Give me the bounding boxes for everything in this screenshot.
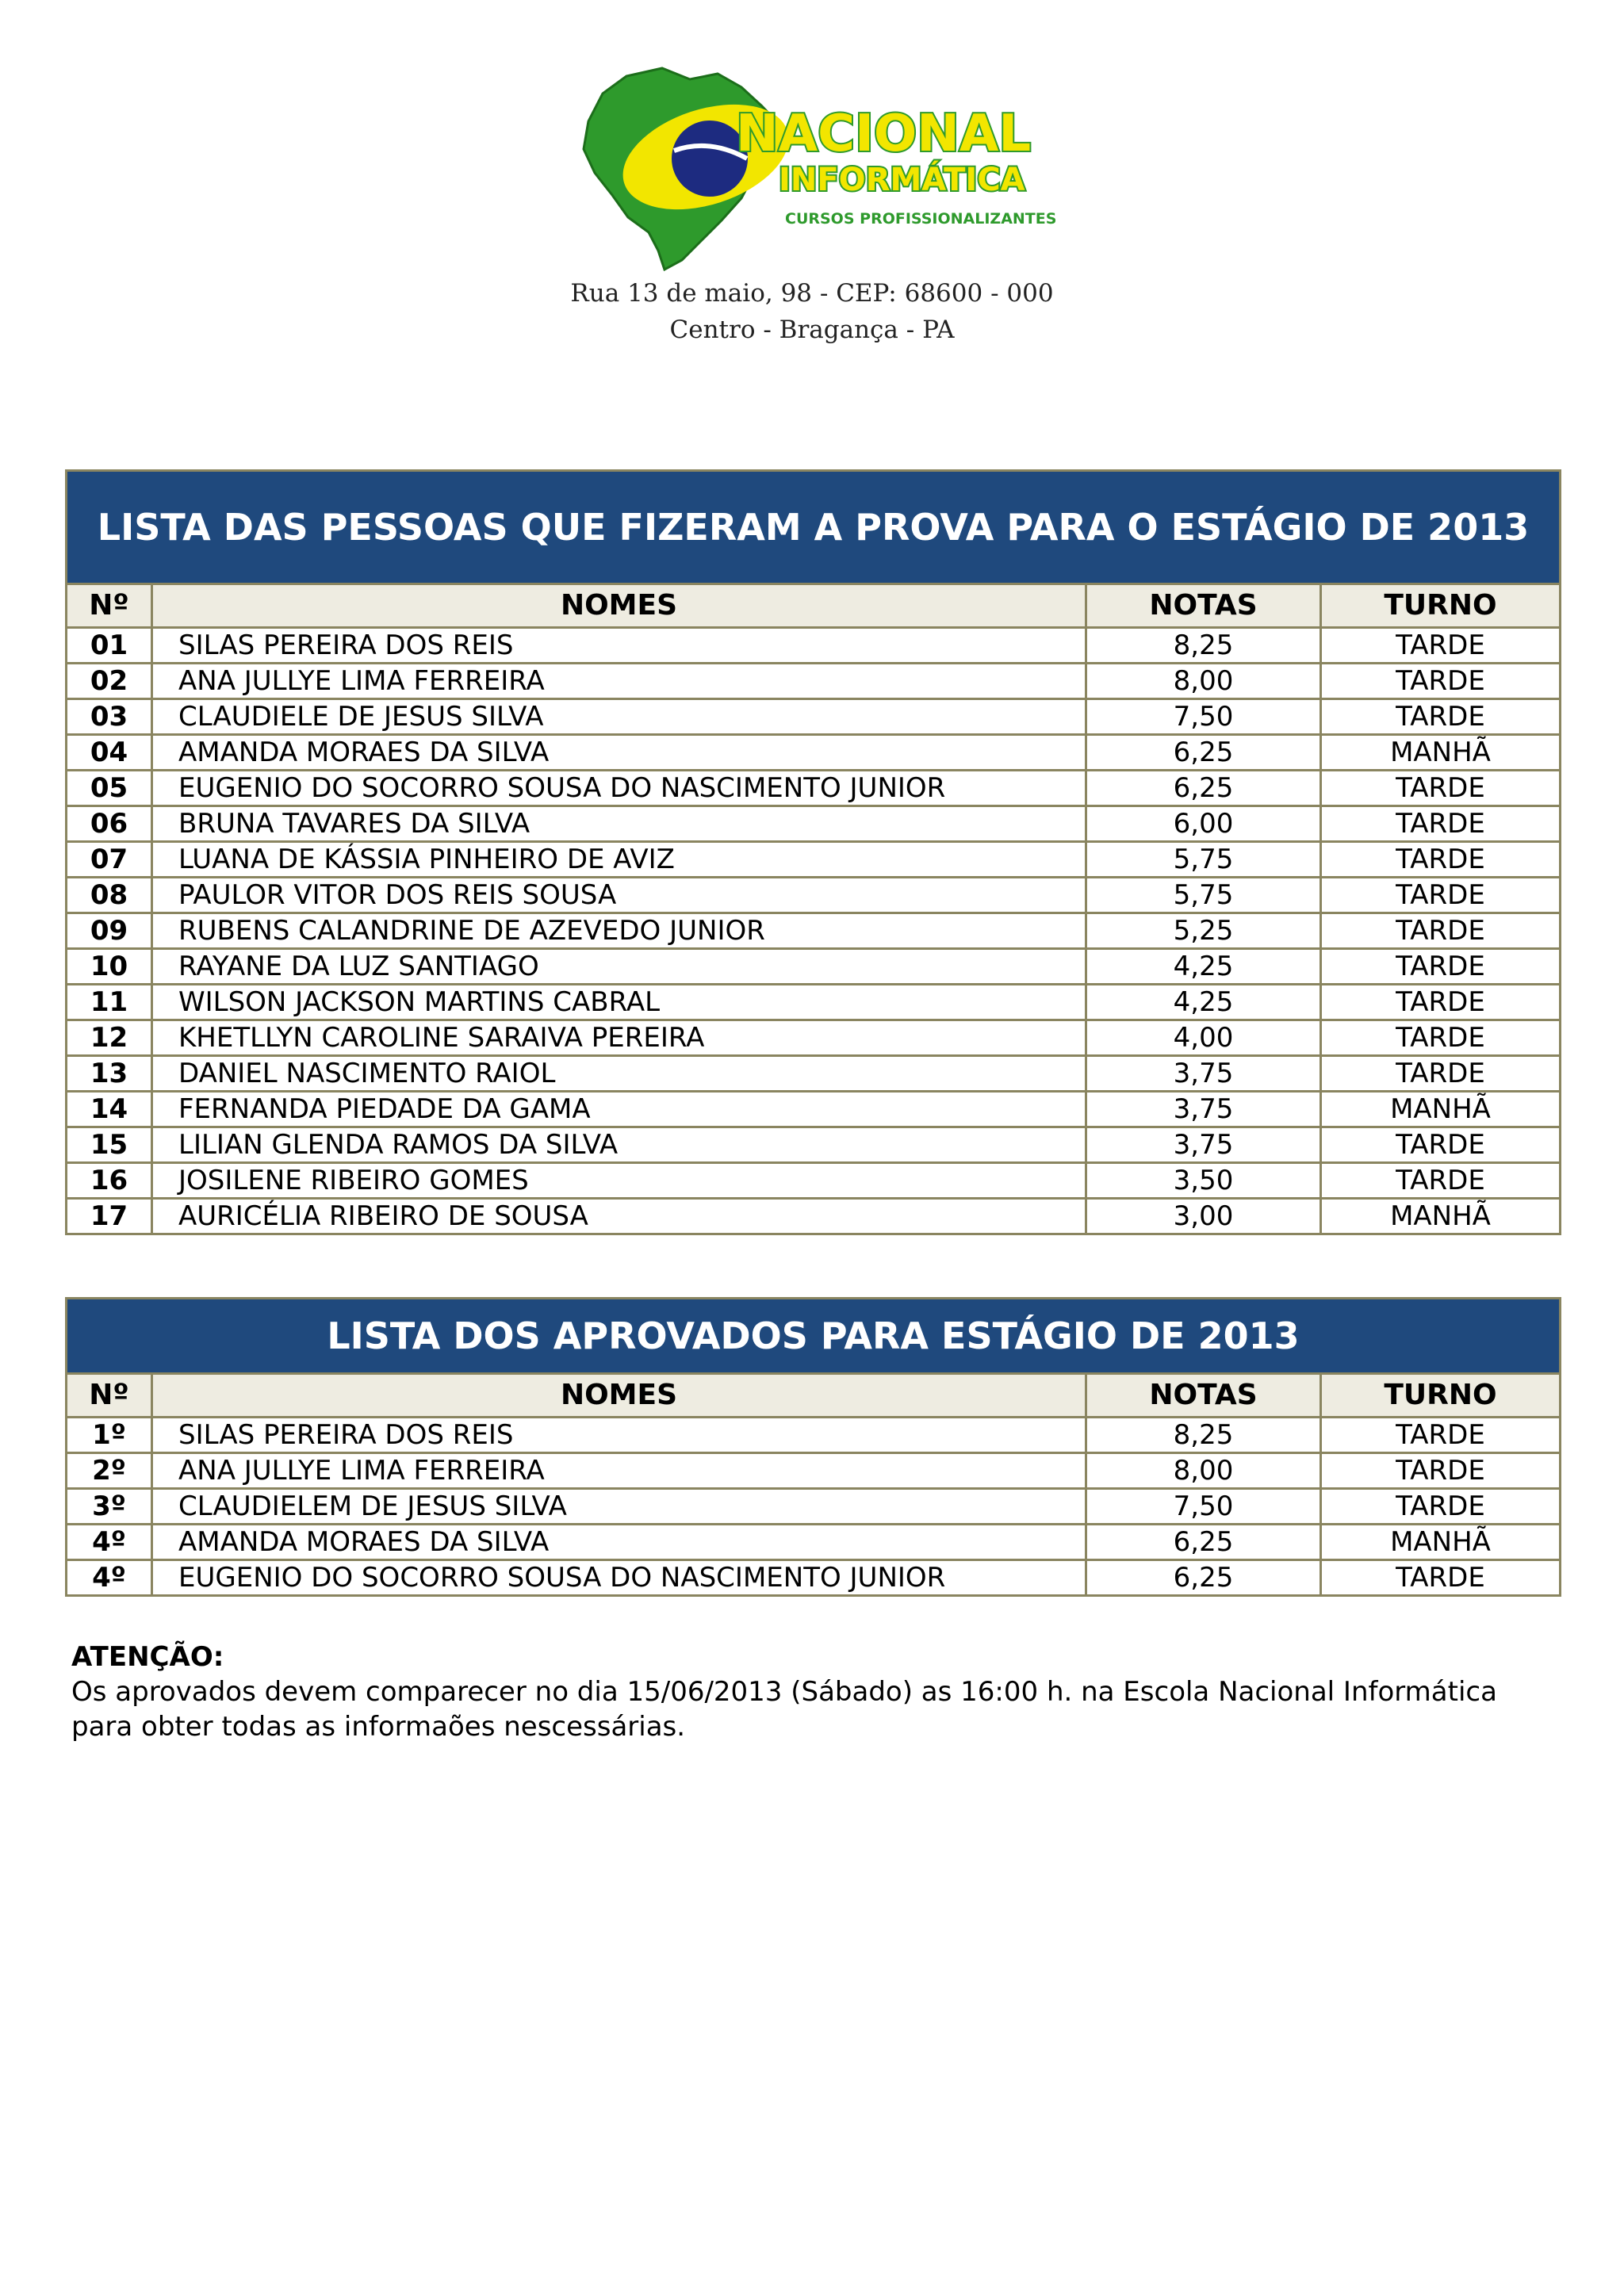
table-row — [67, 1092, 1561, 1127]
table-row — [67, 1056, 1561, 1092]
table-row — [67, 842, 1561, 878]
address-line-2: Centro - Bragança - PA — [669, 316, 955, 344]
row-shift: TARDE — [1321, 913, 1561, 949]
logo-line3: CURSOS PROFISSIONALIZANTES — [785, 210, 1057, 228]
table-row — [67, 806, 1561, 842]
row-name: DANIEL NASCIMENTO RAIOL — [152, 1056, 1086, 1092]
row-name: RUBENS CALANDRINE DE AZEVEDO JUNIOR — [152, 913, 1086, 949]
row-grade: 5,75 — [1086, 878, 1321, 913]
row-name: CLAUDIELE DE JESUS SILVA — [152, 699, 1086, 735]
row-number: 02 — [67, 664, 152, 699]
nacional-informatica-logo — [571, 62, 1063, 276]
table-header-row — [67, 1374, 1561, 1418]
row-grade: 8,00 — [1086, 1453, 1321, 1489]
column-header-shift: TURNO — [1321, 1374, 1561, 1418]
row-number: 06 — [67, 806, 152, 842]
row-name: SILAS PEREIRA DOS REIS — [152, 1418, 1086, 1453]
table-row — [67, 1418, 1561, 1453]
table-row — [67, 771, 1561, 806]
table-row — [67, 1525, 1561, 1560]
table-row — [67, 699, 1561, 735]
table-header-row — [67, 584, 1561, 628]
row-number: 2º — [67, 1453, 152, 1489]
row-number: 07 — [67, 842, 152, 878]
row-shift: TARDE — [1321, 949, 1561, 985]
row-shift: TARDE — [1321, 878, 1561, 913]
row-grade: 8,25 — [1086, 1418, 1321, 1453]
table-title: LISTA DOS APROVADOS PARA ESTÁGIO DE 2013 — [67, 1299, 1561, 1374]
table-row — [67, 878, 1561, 913]
row-number: 4º — [67, 1560, 152, 1596]
row-shift: TARDE — [1321, 771, 1561, 806]
logo-line1: NACIONAL — [736, 105, 1032, 163]
row-grade: 5,75 — [1086, 842, 1321, 878]
column-header-number: Nº — [67, 584, 152, 628]
row-shift: TARDE — [1321, 1163, 1561, 1199]
row-shift: TARDE — [1321, 699, 1561, 735]
row-grade: 4,00 — [1086, 1020, 1321, 1056]
table-row — [67, 949, 1561, 985]
row-shift: MANHÃ — [1321, 735, 1561, 771]
row-shift: TARDE — [1321, 1056, 1561, 1092]
row-grade: 6,25 — [1086, 771, 1321, 806]
column-header-number: Nº — [67, 1374, 152, 1418]
row-shift: TARDE — [1321, 1560, 1561, 1596]
table-row — [67, 1127, 1561, 1163]
row-number: 14 — [67, 1092, 152, 1127]
table-row — [67, 1453, 1561, 1489]
row-name: SILAS PEREIRA DOS REIS — [152, 628, 1086, 664]
row-name: AURICÉLIA RIBEIRO DE SOUSA — [152, 1199, 1086, 1234]
row-grade: 6,25 — [1086, 1560, 1321, 1596]
row-number: 11 — [67, 985, 152, 1020]
row-number: 12 — [67, 1020, 152, 1056]
notice-block — [71, 1640, 1562, 1744]
row-name: LILIAN GLENDA RAMOS DA SILVA — [152, 1127, 1086, 1163]
column-header-names: NOMES — [152, 1374, 1086, 1418]
row-number: 01 — [67, 628, 152, 664]
column-header-grades: NOTAS — [1086, 1374, 1321, 1418]
row-number: 10 — [67, 949, 152, 985]
row-shift: TARDE — [1321, 1418, 1561, 1453]
row-number: 15 — [67, 1127, 152, 1163]
row-shift: MANHÃ — [1321, 1199, 1561, 1234]
row-shift: TARDE — [1321, 842, 1561, 878]
row-number: 09 — [67, 913, 152, 949]
table-row — [67, 628, 1561, 664]
table-row — [67, 913, 1561, 949]
row-name: JOSILENE RIBEIRO GOMES — [152, 1163, 1086, 1199]
row-shift: TARDE — [1321, 1127, 1561, 1163]
row-grade: 4,25 — [1086, 985, 1321, 1020]
row-shift: TARDE — [1321, 628, 1561, 664]
row-grade: 5,25 — [1086, 913, 1321, 949]
row-grade: 8,25 — [1086, 628, 1321, 664]
row-number: 3º — [67, 1489, 152, 1525]
table-title: LISTA DAS PESSOAS QUE FIZERAM A PROVA PARA O ESTÁGIO DE 2013 — [67, 471, 1561, 584]
row-shift: TARDE — [1321, 664, 1561, 699]
row-name: AMANDA MORAES DA SILVA — [152, 1525, 1086, 1560]
row-name: PAULOR VITOR DOS REIS SOUSA — [152, 878, 1086, 913]
row-number: 17 — [67, 1199, 152, 1234]
table-row — [67, 1560, 1561, 1596]
approved-candidates-table — [65, 1297, 1561, 1597]
notice-text: Os aprovados devem comparecer no dia 15/06/2013 (Sábado) as 16:00 h. na Escola Nacional Informática para obter todas as informaões nescessárias. — [71, 1676, 1497, 1743]
row-name: LUANA DE KÁSSIA PINHEIRO DE AVIZ — [152, 842, 1086, 878]
row-shift: TARDE — [1321, 806, 1561, 842]
row-name: RAYANE DA LUZ SANTIAGO — [152, 949, 1086, 985]
row-name: EUGENIO DO SOCORRO SOUSA DO NASCIMENTO JUNIOR — [152, 1560, 1086, 1596]
row-name: ANA JULLYE LIMA FERREIRA — [152, 1453, 1086, 1489]
row-name: KHETLLYN CAROLINE SARAIVA PEREIRA — [152, 1020, 1086, 1056]
row-name: ANA JULLYE LIMA FERREIRA — [152, 664, 1086, 699]
exam-participants-table — [65, 469, 1561, 1235]
row-grade: 3,75 — [1086, 1056, 1321, 1092]
row-name: BRUNA TAVARES DA SILVA — [152, 806, 1086, 842]
row-number: 16 — [67, 1163, 152, 1199]
logo-line2: INFORMÁTICA — [779, 162, 1025, 198]
row-grade: 3,50 — [1086, 1163, 1321, 1199]
table-row — [67, 664, 1561, 699]
row-name: FERNANDA PIEDADE DA GAMA — [152, 1092, 1086, 1127]
address-line-1: Rua 13 de maio, 98 - CEP: 68600 - 000 — [570, 279, 1054, 308]
table-row — [67, 1163, 1561, 1199]
row-number: 4º — [67, 1525, 152, 1560]
row-number: 08 — [67, 878, 152, 913]
row-grade: 3,00 — [1086, 1199, 1321, 1234]
row-grade: 3,75 — [1086, 1127, 1321, 1163]
table-row — [67, 1020, 1561, 1056]
row-name: CLAUDIELEM DE JESUS SILVA — [152, 1489, 1086, 1525]
table-row — [67, 1489, 1561, 1525]
row-number: 13 — [67, 1056, 152, 1092]
row-grade: 7,50 — [1086, 1489, 1321, 1525]
row-shift: TARDE — [1321, 1020, 1561, 1056]
row-grade: 6,00 — [1086, 806, 1321, 842]
row-grade: 7,50 — [1086, 699, 1321, 735]
row-grade: 4,25 — [1086, 949, 1321, 985]
row-number: 1º — [67, 1418, 152, 1453]
table-row — [67, 1199, 1561, 1234]
column-header-names: NOMES — [152, 584, 1086, 628]
row-shift: TARDE — [1321, 1453, 1561, 1489]
row-grade: 6,25 — [1086, 735, 1321, 771]
table-row — [67, 985, 1561, 1020]
row-number: 03 — [67, 699, 152, 735]
row-number: 04 — [67, 735, 152, 771]
row-shift: MANHÃ — [1321, 1525, 1561, 1560]
notice-title: ATENÇÃO: — [71, 1641, 224, 1673]
row-shift: TARDE — [1321, 1489, 1561, 1525]
row-shift: TARDE — [1321, 985, 1561, 1020]
row-number: 05 — [67, 771, 152, 806]
row-name: WILSON JACKSON MARTINS CABRAL — [152, 985, 1086, 1020]
row-grade: 8,00 — [1086, 664, 1321, 699]
row-grade: 6,25 — [1086, 1525, 1321, 1560]
column-header-grades: NOTAS — [1086, 584, 1321, 628]
row-name: EUGENIO DO SOCORRO SOUSA DO NASCIMENTO JUNIOR — [152, 771, 1086, 806]
row-name: AMANDA MORAES DA SILVA — [152, 735, 1086, 771]
table-row — [67, 735, 1561, 771]
column-header-shift: TURNO — [1321, 584, 1561, 628]
row-grade: 3,75 — [1086, 1092, 1321, 1127]
row-shift: MANHÃ — [1321, 1092, 1561, 1127]
